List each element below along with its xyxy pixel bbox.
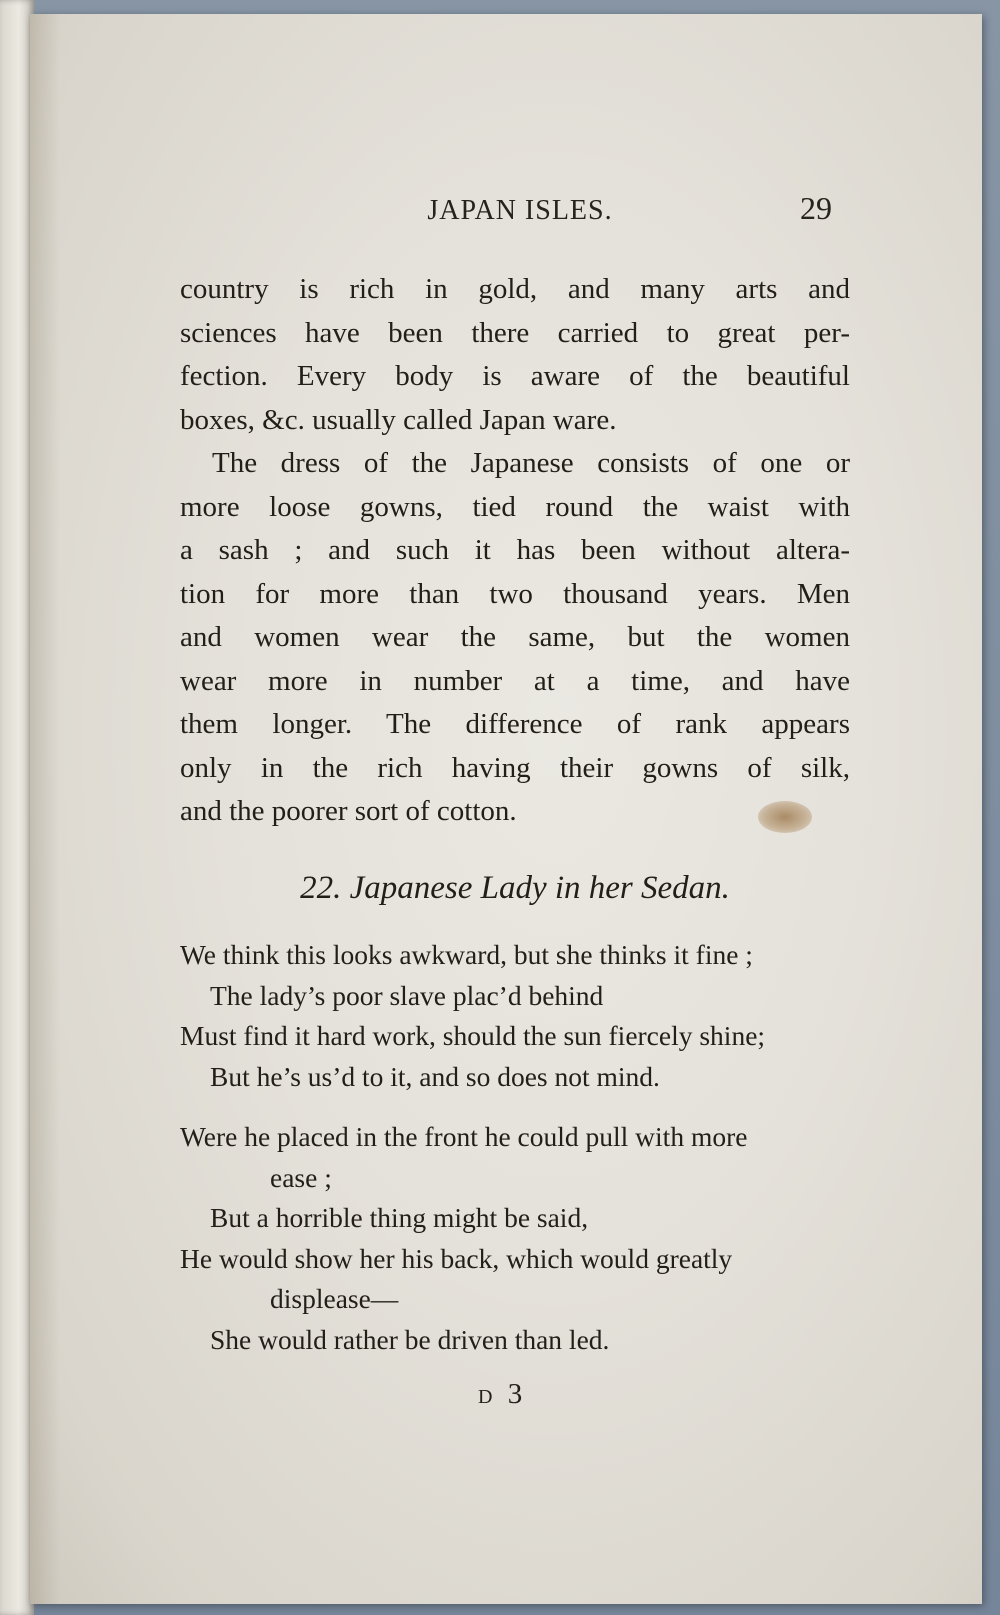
poem-line: But a horrible thing might be said, <box>210 1202 589 1233</box>
text-line: wear more in number at a time, and have <box>180 664 850 697</box>
text-line: tion for more than two thousand years. Men <box>180 577 850 610</box>
poem-line: Were he placed in the front he could pull with more <box>180 1121 748 1152</box>
stanza-2 <box>180 1117 850 1360</box>
paragraph-2 <box>180 442 850 834</box>
poem-line: She would rather be driven than led. <box>210 1323 610 1355</box>
signature-mark <box>478 1378 526 1411</box>
poem-line: The lady’s poor slave plac’d behind <box>210 979 604 1011</box>
poem-line: We think this looks awkward, but she thinks it fine ; <box>180 939 753 970</box>
text-line: sciences have been there carried to great per- <box>180 316 850 349</box>
running-head: JAPAN ISLES. <box>427 195 613 226</box>
section-heading: 22. Japanese Lady in her Sedan. <box>300 870 730 906</box>
body-text <box>180 268 850 834</box>
stanza-1 <box>180 935 850 1097</box>
text-line: The dress of the Japanese consists of one or <box>212 447 850 479</box>
left-page-edge <box>0 0 34 1615</box>
signature-letter: D <box>478 1386 497 1408</box>
page-number: 29 <box>800 190 832 226</box>
text-line: country is rich in gold, and many arts and <box>180 273 850 305</box>
text-line: and the poorer sort of cotton. <box>180 795 517 827</box>
text-line: a sash ; and such it has been without altera- <box>180 534 850 566</box>
poem-line: But he’s us’d to it, and so does not mind. <box>210 1060 660 1092</box>
poem-line: Must find it hard work, should the sun fiercely shine; <box>180 1020 766 1051</box>
paragraph-1 <box>180 268 850 442</box>
text-line: more loose gowns, tied round the waist with <box>180 490 850 523</box>
poem <box>180 935 850 1380</box>
poem-line: ease ; <box>270 1161 332 1193</box>
text-line: boxes, &c. usually called Japan ware. <box>180 403 617 436</box>
text-line: only in the rich having their gowns of silk, <box>180 751 850 784</box>
text-line: fection. Every body is aware of the beautiful <box>180 360 850 392</box>
poem-line: He would show her his back, which would greatly <box>180 1242 733 1274</box>
poem-line: displease— <box>270 1283 399 1314</box>
signature-number: 3 <box>507 1378 527 1410</box>
text-line: and women wear the same, but the women <box>180 621 850 653</box>
text-line: them longer. The difference of rank appears <box>180 708 850 740</box>
